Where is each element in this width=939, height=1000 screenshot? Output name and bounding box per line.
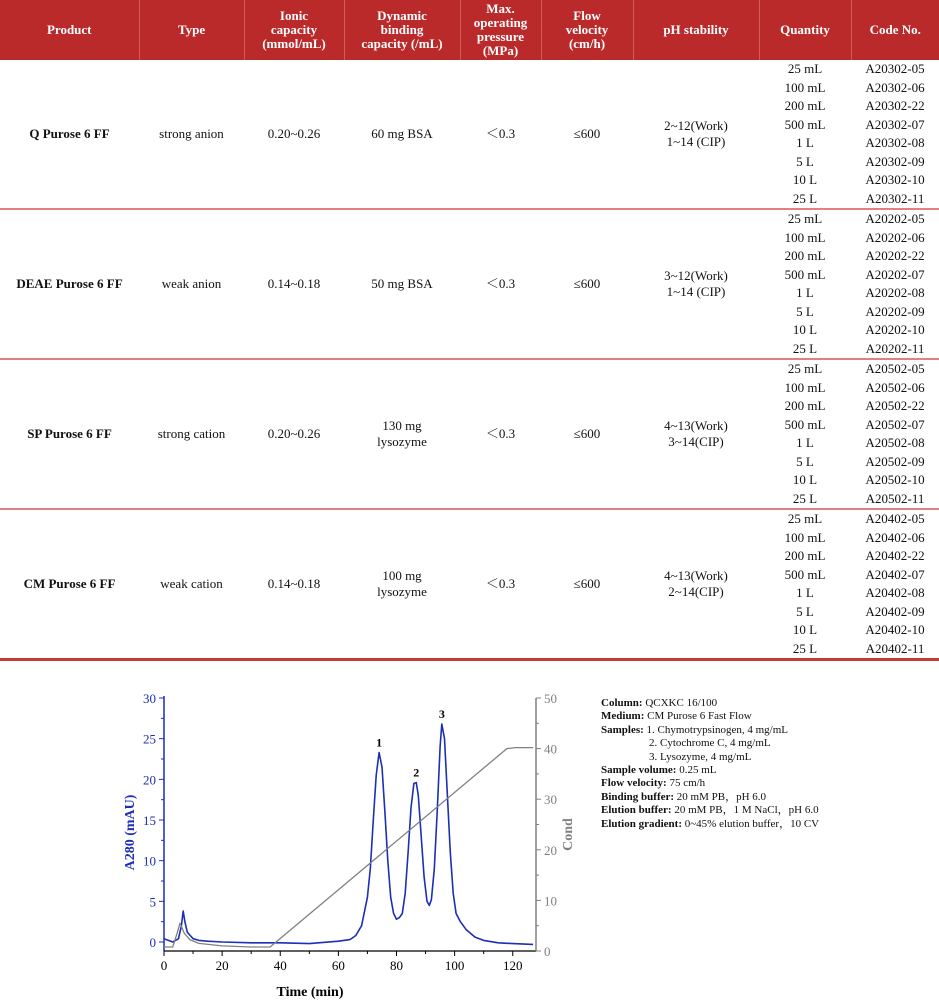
cell-flow — [541, 209, 633, 359]
table-row — [0, 359, 939, 509]
code-item: A20502-07 — [865, 416, 925, 432]
cell-pressure — [460, 60, 541, 209]
code-item: A20402-05 — [865, 511, 925, 526]
quantity-item: 200 mL — [784, 548, 826, 563]
pressure-value: ＜0.3 — [485, 576, 516, 591]
table-row — [0, 60, 939, 209]
cell-code — [851, 60, 939, 209]
y-axis-label-left: A280 (mAU) — [123, 794, 138, 871]
ph-cip: 1~14 (CIP) — [666, 134, 726, 149]
header-quantity: Quantity — [759, 0, 851, 60]
cell-pressure — [460, 509, 541, 660]
cell-pressure — [460, 359, 541, 509]
quantity-item: 5 L — [796, 303, 814, 319]
quantity-item: 100 mL — [784, 379, 826, 395]
dbc-line-1: 50 mg BSA — [371, 276, 433, 291]
code-item: A20202-11 — [865, 340, 925, 356]
y-tick-label-right: 50 — [544, 691, 557, 706]
code-item: A20402-09 — [865, 603, 925, 619]
code-item: A20402-07 — [865, 566, 925, 582]
code-item: A20502-06 — [865, 379, 925, 395]
condition-elution-gradient: Elution gradient: 0~45% elution buffer，10 CV — [601, 817, 820, 830]
quantity-item: 25 L — [792, 340, 818, 356]
quantity-item: 200 mL — [784, 98, 826, 113]
code-item: A20502-09 — [865, 453, 925, 469]
dbc-line-1: 100 mg — [382, 568, 422, 583]
cell-dbc — [344, 509, 460, 660]
peak-label: 2 — [413, 765, 420, 780]
code-item: A20502-11 — [865, 490, 925, 506]
cell-ph — [633, 60, 759, 209]
run-conditions — [601, 697, 819, 831]
code-item: A20302-07 — [865, 116, 925, 132]
x-tick-label: 0 — [160, 958, 168, 973]
flow-value: ≤600 — [573, 426, 601, 441]
cell-product — [0, 60, 139, 209]
cell-quantity — [759, 359, 851, 509]
cell-dbc — [344, 60, 460, 209]
code-item: A20202-07 — [865, 266, 925, 282]
product-type: weak anion — [161, 276, 222, 291]
code-list — [851, 210, 939, 358]
ionic-capacity-value: 0.14~0.18 — [267, 576, 321, 591]
cell-ph — [633, 509, 759, 660]
quantity-item: 5 L — [796, 603, 814, 619]
quantity-item: 25 mL — [787, 361, 823, 376]
header-ionic-capacity: Ionic capacity (mmol/mL) — [244, 0, 344, 60]
code-item: A20302-05 — [865, 61, 925, 76]
condition-flow-velocity: Flow velocity: 75 cm/h — [601, 777, 706, 790]
a280-series-line — [164, 724, 533, 944]
condition-binding-buffer: Binding buffer: 20 mM PB，pH 6.0 — [601, 790, 767, 803]
code-item: A20502-08 — [865, 435, 925, 450]
y-tick-label-left: 0 — [149, 935, 156, 950]
pressure-value: ＜0.3 — [485, 126, 516, 141]
ph-cip: 3~14(CIP) — [668, 434, 724, 449]
code-item: A20502-05 — [865, 361, 925, 376]
code-list — [851, 60, 939, 208]
cell-ionic-capacity — [244, 359, 344, 509]
x-tick-label: 120 — [503, 958, 523, 973]
ph-work: 2~12(Work) — [664, 118, 728, 133]
condition-sample-2: 2. Cytochrome C, 4 mg/mL — [649, 737, 771, 750]
y-tick-label-right: 40 — [544, 741, 557, 757]
ionic-capacity-value: 0.14~0.18 — [267, 276, 321, 291]
pressure-value: ＜0.3 — [485, 276, 516, 291]
quantity-item: 10 L — [792, 472, 818, 487]
cell-product — [0, 359, 139, 509]
cell-flow — [541, 359, 633, 509]
quantity-list — [759, 510, 851, 658]
peak-label: 1 — [376, 735, 383, 750]
table-row — [0, 209, 939, 359]
condition-samples: Samples: 1. Chymotrypsinogen, 4 mg/mL — [601, 723, 789, 736]
cell-flow — [541, 509, 633, 660]
quantity-item: 25 mL — [787, 61, 823, 76]
flow-value: ≤600 — [573, 576, 601, 591]
code-item: A20502-10 — [865, 472, 925, 487]
quantity-item: 100 mL — [784, 529, 826, 545]
dbc-line-1: 60 mg BSA — [371, 126, 433, 141]
cell-product — [0, 509, 139, 660]
cell-product — [0, 209, 139, 359]
quantity-item: 25 mL — [787, 211, 823, 226]
code-item: A20302-11 — [865, 190, 925, 206]
code-item: A20202-06 — [865, 229, 925, 245]
code-item: A20302-08 — [865, 135, 925, 150]
quantity-item: 200 mL — [784, 398, 826, 413]
code-list — [851, 360, 939, 508]
y-tick-label-right: 30 — [544, 792, 557, 808]
header-ph-stability: pH stability — [633, 0, 759, 60]
x-tick-label: 100 — [444, 958, 465, 973]
cell-ph — [633, 359, 759, 509]
quantity-item: 100 mL — [784, 229, 826, 245]
quantity-item: 100 mL — [784, 79, 826, 95]
y-tick-label-left: 5 — [149, 894, 156, 910]
header-dynamic-binding-capacity: Dynamic binding capacity (/mL) — [344, 0, 460, 60]
peak-label: 3 — [438, 707, 445, 722]
quantity-item: 1 L — [796, 435, 814, 450]
condition-medium: Medium: CM Purose 6 Fast Flow — [601, 710, 752, 723]
ph-cip: 2~14(CIP) — [668, 584, 724, 599]
y-tick-label-left: 20 — [143, 772, 156, 788]
cell-type — [139, 359, 244, 509]
ionic-capacity-value: 0.20~0.26 — [267, 426, 321, 441]
condition-elution-buffer: Elution buffer: 20 mM PB，1 M NaCl，pH 6.0 — [601, 804, 819, 817]
cell-type — [139, 60, 244, 209]
code-item: A20402-06 — [865, 529, 925, 545]
condition-sample-volume: Sample volume: 0.25 mL — [601, 764, 717, 777]
ph-cip: 1~14 (CIP) — [666, 284, 726, 299]
code-item: A20402-11 — [865, 640, 925, 656]
quantity-item: 5 L — [796, 153, 814, 169]
product-name: CM Purose 6 FF — [23, 576, 116, 591]
code-item: A20202-08 — [865, 285, 925, 300]
quantity-list — [759, 210, 851, 358]
cell-ionic-capacity — [244, 209, 344, 359]
product-name: Q Purose 6 FF — [29, 126, 110, 141]
quantity-item: 200 mL — [784, 248, 826, 263]
y-tick-label-right: 0 — [544, 944, 551, 959]
cell-dbc — [344, 209, 460, 359]
quantity-item: 1 L — [796, 585, 814, 600]
product-name: SP Purose 6 FF — [27, 426, 112, 441]
flow-value: ≤600 — [573, 276, 601, 291]
table-header-row — [0, 0, 939, 60]
cond-series-line — [164, 748, 533, 947]
quantity-item: 5 L — [796, 453, 814, 469]
cell-quantity — [759, 509, 851, 660]
header-max-pressure: Max. operating pressure (MPa) — [460, 0, 541, 60]
quantity-item: 500 mL — [784, 116, 826, 132]
y-tick-label-left: 10 — [143, 853, 156, 869]
table-row — [0, 509, 939, 660]
dbc-line-2: lysozyme — [377, 434, 427, 449]
cell-code — [851, 509, 939, 660]
product-type: strong cation — [157, 426, 226, 441]
dbc-line-1: 130 mg — [382, 418, 422, 433]
ph-work: 4~13(Work) — [664, 568, 728, 583]
product-type: strong anion — [159, 126, 224, 141]
code-item: A20202-10 — [865, 322, 925, 337]
cell-quantity — [759, 209, 851, 359]
quantity-item: 25 L — [792, 190, 818, 206]
cell-dbc — [344, 359, 460, 509]
quantity-item: 10 L — [792, 622, 818, 637]
code-item: A20302-09 — [865, 153, 925, 169]
quantity-item: 25 L — [792, 490, 818, 506]
x-axis-label: Time (min) — [276, 985, 344, 1000]
header-code-no: Code No. — [851, 0, 939, 60]
quantity-item: 25 mL — [787, 511, 823, 526]
code-item: A20202-05 — [865, 211, 925, 226]
code-item: A20402-22 — [865, 548, 925, 563]
y-tick-label-left: 25 — [143, 731, 156, 747]
code-item: A20302-10 — [865, 172, 925, 187]
x-tick-label: 20 — [215, 958, 229, 973]
cell-type — [139, 509, 244, 660]
dbc-line-2: lysozyme — [377, 584, 427, 599]
cell-pressure — [460, 209, 541, 359]
quantity-item: 500 mL — [784, 266, 826, 282]
y-axis-label-right: Cond — [561, 818, 576, 851]
header-flow-velocity: Flow velocity (cm/h) — [541, 0, 633, 60]
cell-quantity — [759, 60, 851, 209]
code-item: A20302-06 — [865, 79, 925, 95]
quantity-list — [759, 60, 851, 208]
y-tick-label-left: 30 — [143, 691, 156, 706]
code-list — [851, 510, 939, 658]
ph-work: 4~13(Work) — [664, 418, 728, 433]
code-item: A20202-22 — [865, 248, 925, 263]
header-product: Product — [0, 0, 139, 60]
pressure-value: ＜0.3 — [485, 426, 516, 441]
condition-sample-3: 3. Lysozyme, 4 mg/mL — [649, 750, 752, 763]
code-item: A20402-10 — [865, 622, 925, 637]
y-tick-label-left: 15 — [143, 813, 156, 828]
header-type: Type — [139, 0, 244, 60]
cell-code — [851, 209, 939, 359]
condition-column: Column: QCXKC 16/100 — [601, 697, 718, 709]
cell-code — [851, 359, 939, 509]
quantity-item: 1 L — [796, 285, 814, 300]
cell-type — [139, 209, 244, 359]
flow-value: ≤600 — [573, 126, 601, 141]
cell-ionic-capacity — [244, 509, 344, 660]
x-tick-label: 80 — [390, 958, 403, 973]
code-item: A20502-22 — [865, 398, 925, 413]
x-tick-label: 60 — [331, 958, 345, 973]
x-tick-label: 40 — [273, 958, 287, 973]
cell-ionic-capacity — [244, 60, 344, 209]
quantity-item: 10 L — [792, 322, 818, 337]
product-name: DEAE Purose 6 FF — [16, 276, 123, 291]
code-item: A20402-08 — [865, 585, 925, 600]
quantity-list — [759, 360, 851, 508]
cell-ph — [633, 209, 759, 359]
y-tick-label-right: 20 — [544, 842, 557, 858]
quantity-item: 500 mL — [784, 416, 826, 432]
y-tick-label-right: 10 — [544, 893, 557, 909]
product-type: weak cation — [160, 576, 223, 591]
code-item: A20202-09 — [865, 303, 925, 319]
cell-flow — [541, 60, 633, 209]
ph-work: 3~12(Work) — [664, 268, 728, 283]
quantity-item: 10 L — [792, 172, 818, 187]
quantity-item: 500 mL — [784, 566, 826, 582]
quantity-item: 1 L — [796, 135, 814, 150]
code-item: A20302-22 — [865, 98, 925, 113]
quantity-item: 25 L — [792, 640, 818, 656]
ionic-capacity-value: 0.20~0.26 — [267, 126, 321, 141]
